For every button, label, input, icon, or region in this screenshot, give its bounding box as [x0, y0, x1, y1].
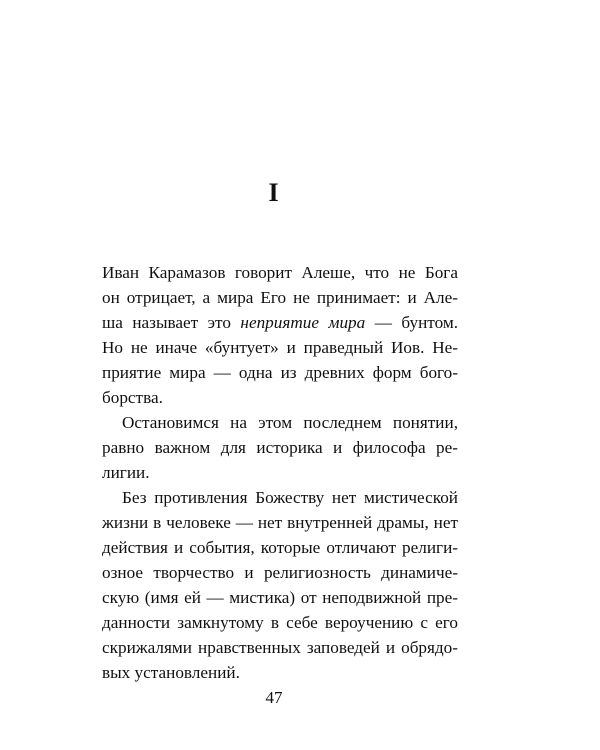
italic-phrase: неприятие мира: [240, 313, 366, 332]
paragraph-3-line-4: озное творчество и религиозность динамиче-: [102, 563, 458, 582]
chapter-number: I: [268, 178, 280, 207]
paragraph-3-line-8: вых установлений.: [102, 663, 240, 682]
paragraph-3-line-6: данности замкнутому в себе вероучению с его: [102, 613, 458, 632]
paragraph-2-line-1: Остановимся на этом последнем понятии,: [122, 413, 458, 432]
paragraph-3-line-1: Без противления Божеству нет мистической: [122, 488, 458, 507]
paragraph-3-line-7: скрижалями нравственных заповедей и обрядо-: [102, 638, 458, 657]
paragraph-3-line-2: жизни в человеке — нет внутренней драмы, нет: [102, 513, 458, 532]
paragraph-1-line-6: борства.: [102, 388, 163, 407]
paragraph-3-line-5: скую (имя ей — мистика) от неподвижной пре-: [102, 588, 458, 607]
paragraph-2-line-3: лигии.: [102, 463, 150, 482]
page-number: 47: [265, 688, 283, 707]
paragraph-1-line-2: он отрицает, а мира Его не принимает: и Але-: [102, 288, 458, 307]
paragraph-1-line-4: Но не иначе «бунтует» и праведный Иов. Не-: [102, 338, 458, 357]
paragraph-1-line-1: Иван Карамазов говорит Алеше, что не Бога: [102, 263, 458, 282]
paragraph-1-line-5: приятие мира — одна из древних форм бого-: [102, 363, 458, 382]
paragraph-2-line-2: равно важном для историка и философа ре-: [102, 438, 458, 457]
paragraph-3-line-3: действия и события, которые отличают религи-: [102, 538, 458, 557]
paragraph-1-line-3: ша называет это неприятие мира — бунтом.: [102, 313, 459, 332]
